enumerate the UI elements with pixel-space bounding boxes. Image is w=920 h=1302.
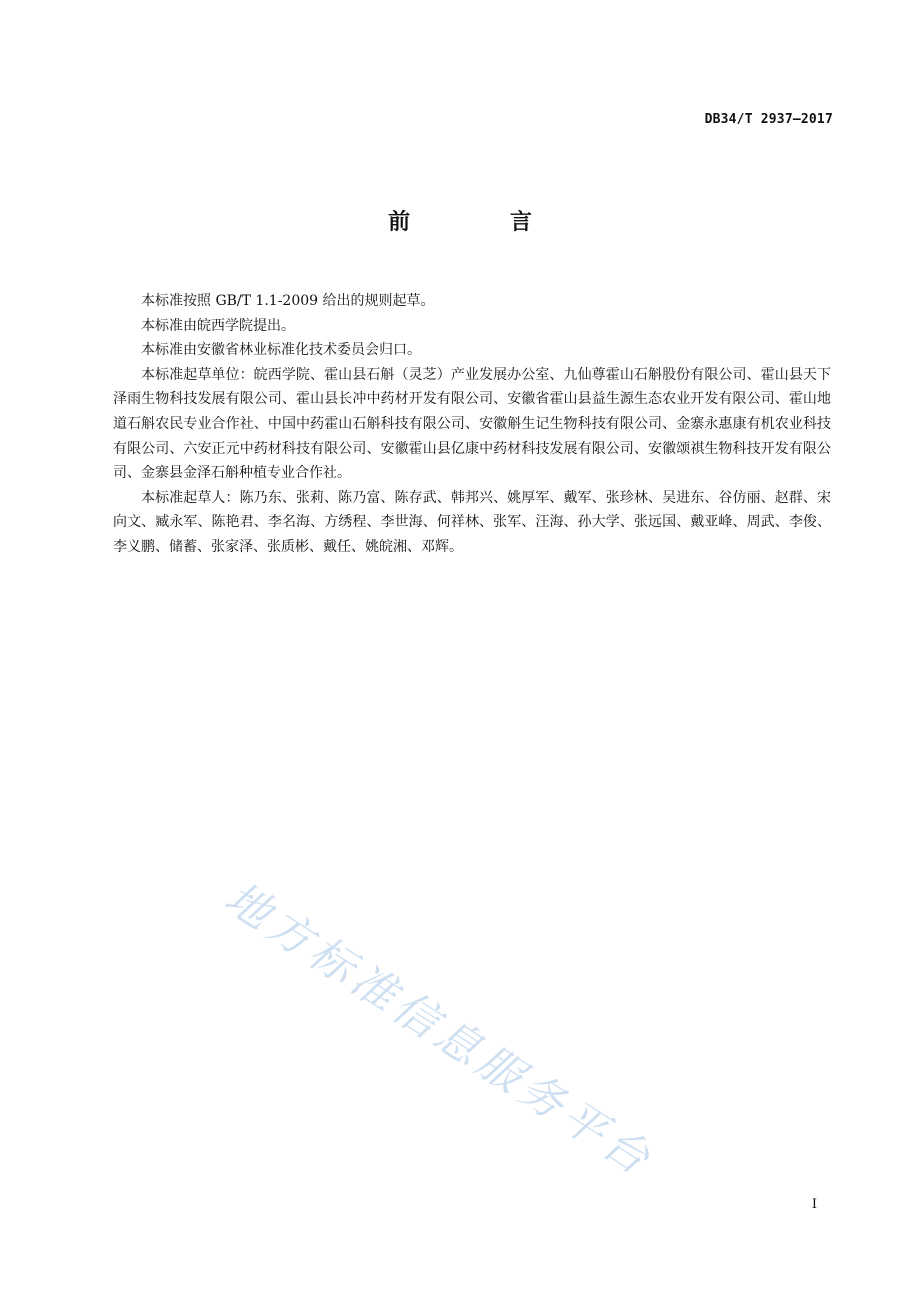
foreword-body: [113, 289, 831, 560]
page-number: I: [811, 1197, 817, 1212]
paragraph-committee: 本标准由安徽省林业标准化技术委员会归口。: [141, 342, 421, 359]
page-title: 前 言: [388, 210, 578, 235]
watermark: 地方标准信息服务平台: [215, 872, 663, 1188]
paragraph-drafters: 本标准起草人：陈乃东、张莉、陈乃富、陈存武、韩邦兴、姚厚军、戴军、张珍林、吴进东、谷仿丽、赵群、宋向文、臧永军、陈艳君、李名海、方绣程、李世海、何祥林、张军、汪海、孙大学、张远国、戴亚峰、周武、李俊、李义鹏、储蓄、张家泽、张质彬、戴任、姚皖湘、邓辉。: [113, 489, 831, 555]
paragraph-drafting-units: 本标准起草单位：皖西学院、霍山县石斛（灵芝）产业发展办公室、九仙尊霍山石斛股份有限公司、霍山县天下泽雨生物科技发展有限公司、霍山县长冲中药材开发有限公司、安徽省霍山县益生源生态农业开发有限公司、霍山地道石斛农民专业合作社、中国中药霍山石斛科技有限公司、安徽斛生记生物科技有限公司、金寨永惠康有机农业科技有限公司、六安正元中药材科技有限公司、安徽霍山县亿康中药材科技发展有限公司、安徽颂祺生物科技开发有限公司、金寨县金泽石斛种植专业合作社。: [113, 366, 831, 482]
paragraph-proposer: 本标准由皖西学院提出。: [141, 317, 295, 334]
document-code: DB34/T 2937—2017: [704, 112, 833, 127]
paragraph-drafting-rules: 本标准按照 GB/T 1.1-2009 给出的规则起草。: [141, 293, 435, 309]
